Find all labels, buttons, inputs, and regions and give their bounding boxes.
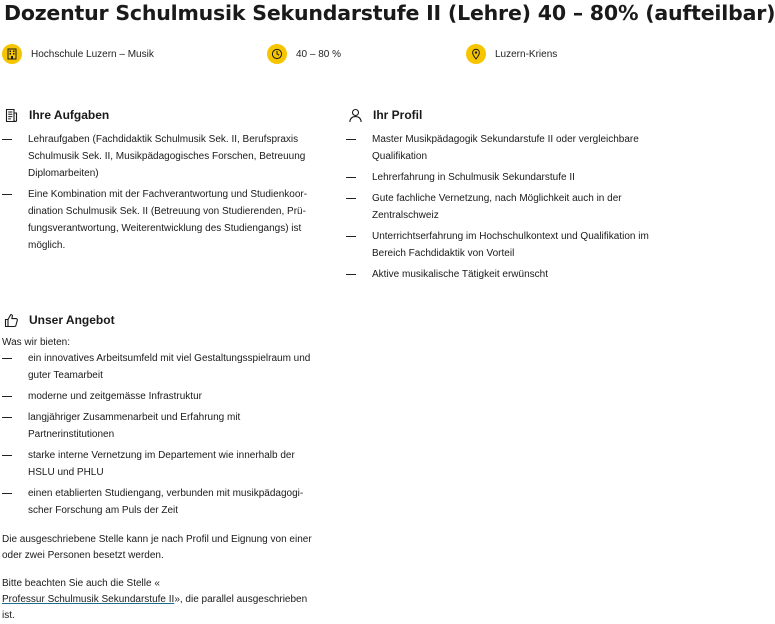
angebot-note: Die ausgeschriebene Stelle kann je nach Profil und Eignung von einer oder zwei Personen besetzt werden.: [2, 534, 312, 561]
list-item: langjähriger Zusammenarbeit und Erfahrung mit Partnerinstitutionen: [2, 409, 318, 443]
meta-location: [466, 44, 557, 64]
angebot-heading: Unser Angebot: [29, 313, 115, 327]
section-angebot: [2, 311, 318, 624]
angebot-list: [2, 350, 318, 519]
institution-text: Hochschule Luzern – Musik: [31, 48, 154, 60]
list-item: starke interne Vernetzung im Departement wie innerhalb der HSLU und PHLU: [2, 447, 318, 481]
meta-institution: [2, 44, 154, 64]
clock-icon: [267, 44, 287, 64]
page-title: Dozentur Schulmusik Sekundarstufe II (Lehre) 40 – 80% (aufteilbar): [4, 1, 775, 25]
list-item: einen etablierten Studiengang, verbunden mit musikpädagogischer Forschung am Puls der Zeit: [2, 485, 318, 519]
angebot-intro: Was wir bieten:: [2, 337, 70, 348]
location-text: Luzern-Kriens: [495, 48, 558, 60]
see-also-paragraph: [2, 576, 318, 624]
aufgaben-heading: Ihre Aufgaben: [29, 108, 110, 122]
list-item: moderne und zeitgemässe Infrastruktur: [2, 388, 318, 405]
list-item: Lehrerfahrung in Schulmusik Sekundarstufe II: [346, 169, 662, 186]
section-profil: [346, 106, 662, 287]
list-item: Unterrichtserfahrung im Hochschulkontext und Qualifikation im Bereich Fachdidaktik von Vorteil: [346, 228, 662, 262]
profil-list: [346, 131, 662, 283]
document-icon: [2, 106, 20, 124]
location-pin-icon: [466, 44, 486, 64]
see-also-suffix: », die parallel ausgeschrieben ist.: [2, 594, 308, 621]
thumbs-up-icon: [2, 311, 20, 329]
section-aufgaben: [2, 106, 318, 258]
workload-text: 40 – 80 %: [296, 48, 342, 60]
building-icon: [2, 44, 22, 64]
list-item: ein innovatives Arbeitsumfeld mit viel Gestaltungsspielraum und guter Teamarbeit: [2, 350, 318, 384]
list-item: Lehraufgaben (Fachdidaktik Schulmusik Sek. II, Berufspraxis Schulmusik Sek. II, Musikpädagogisches Forschen, Betreuung Diplomarbeiten): [2, 131, 318, 182]
list-item: Eine Kombination mit der Fachverantwortung und Studienkoordination Schulmusik Sek. II (Betreuung von Studierenden, Prüfungsverantwortung, Weiterentwicklung des Studiengangs) ist möglich.: [2, 186, 318, 254]
profil-heading: Ihr Profil: [373, 108, 423, 122]
person-icon: [346, 106, 364, 124]
list-item: Master Musikpädagogik Sekundarstufe II oder vergleichbare Qualifikation: [346, 131, 662, 165]
list-item: Gute fachliche Vernetzung, nach Möglichkeit auch in der Zentralschweiz: [346, 190, 662, 224]
meta-workload: [267, 44, 341, 64]
professur-link[interactable]: Professur Schulmusik Sekundarstufe II: [2, 594, 175, 605]
see-also-prefix: Bitte beachten Sie auch die Stelle «: [2, 578, 160, 589]
list-item: Aktive musikalische Tätigkeit erwünscht: [346, 266, 662, 283]
aufgaben-list: [2, 131, 318, 254]
